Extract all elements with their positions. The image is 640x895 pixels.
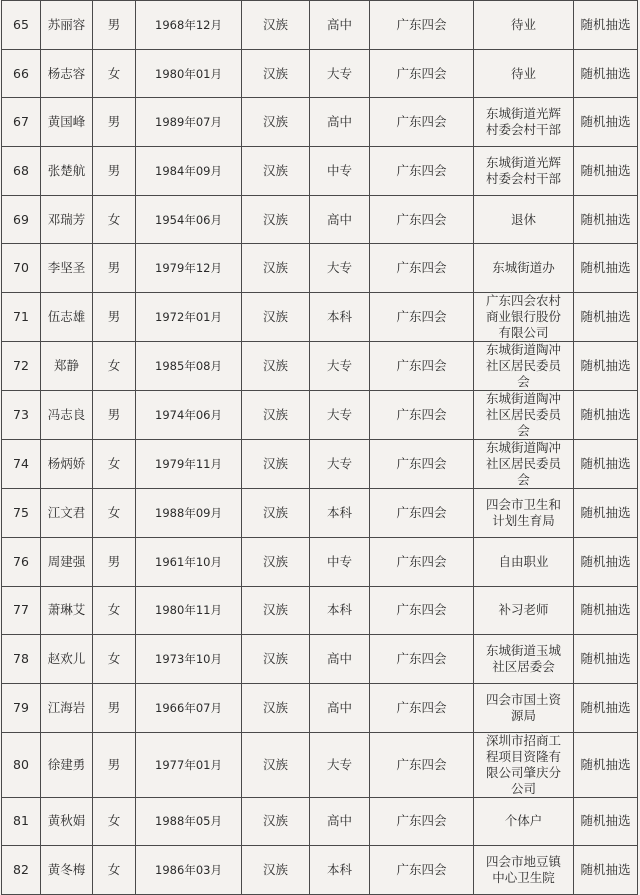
birth-date-cell: 1974年06月 (136, 391, 242, 440)
name-cell: 郑静 (41, 342, 93, 391)
table-row (2, 147, 638, 196)
remark-cell: 随机抽选 (574, 537, 638, 586)
native-place-cell: 广东四会 (370, 537, 474, 586)
name-cell: 伍志雄 (41, 293, 93, 342)
serial-number-cell: 81 (2, 797, 41, 846)
table-row (2, 342, 638, 391)
gender-cell: 男 (93, 391, 136, 440)
native-place-cell: 广东四会 (370, 440, 474, 489)
native-place-cell: 广东四会 (370, 732, 474, 797)
remark-cell: 随机抽选 (574, 49, 638, 98)
work-unit-cell: 东城街道光辉村委会村干部 (474, 147, 574, 196)
birth-date-cell: 1977年01月 (136, 732, 242, 797)
name-cell: 萧琳艾 (41, 586, 93, 635)
gender-cell: 女 (93, 342, 136, 391)
remark-cell: 随机抽选 (574, 683, 638, 732)
serial-number-cell: 67 (2, 98, 41, 147)
work-unit-cell: 东城街道陶冲社区居民委员会 (474, 391, 574, 440)
work-unit-cell: 自由职业 (474, 537, 574, 586)
remark-cell: 随机抽选 (574, 244, 638, 293)
table-row (2, 49, 638, 98)
remark-cell: 随机抽选 (574, 635, 638, 684)
ethnicity-cell: 汉族 (242, 342, 310, 391)
education-cell: 本科 (310, 846, 370, 895)
ethnicity-cell: 汉族 (242, 49, 310, 98)
work-unit-cell: 东城街道光辉村委会村干部 (474, 98, 574, 147)
work-unit-cell: 东城街道办 (474, 244, 574, 293)
personnel-table (1, 0, 638, 895)
table-row (2, 635, 638, 684)
name-cell: 徐建勇 (41, 732, 93, 797)
gender-cell: 男 (93, 732, 136, 797)
native-place-cell: 广东四会 (370, 635, 474, 684)
gender-cell: 男 (93, 147, 136, 196)
remark-cell: 随机抽选 (574, 586, 638, 635)
remark-cell: 随机抽选 (574, 1, 638, 50)
serial-number-cell: 66 (2, 49, 41, 98)
name-cell: 赵欢儿 (41, 635, 93, 684)
gender-cell: 女 (93, 635, 136, 684)
ethnicity-cell: 汉族 (242, 797, 310, 846)
gender-cell: 女 (93, 586, 136, 635)
education-cell: 高中 (310, 635, 370, 684)
serial-number-cell: 77 (2, 586, 41, 635)
birth-date-cell: 1986年03月 (136, 846, 242, 895)
name-cell: 杨炳娇 (41, 440, 93, 489)
serial-number-cell: 80 (2, 732, 41, 797)
education-cell: 高中 (310, 1, 370, 50)
native-place-cell: 广东四会 (370, 147, 474, 196)
ethnicity-cell: 汉族 (242, 195, 310, 244)
remark-cell: 随机抽选 (574, 489, 638, 538)
table-row (2, 244, 638, 293)
native-place-cell: 广东四会 (370, 846, 474, 895)
name-cell: 黄冬梅 (41, 846, 93, 895)
remark-cell: 随机抽选 (574, 440, 638, 489)
table-row (2, 797, 638, 846)
table-row (2, 683, 638, 732)
name-cell: 江海岩 (41, 683, 93, 732)
ethnicity-cell: 汉族 (242, 537, 310, 586)
table-row (2, 195, 638, 244)
work-unit-cell: 深圳市招商工程项目资隆有限公司肇庆分公司 (474, 732, 574, 797)
education-cell: 中专 (310, 537, 370, 586)
work-unit-cell: 东城街道玉城社区居委会 (474, 635, 574, 684)
serial-number-cell: 68 (2, 147, 41, 196)
gender-cell: 男 (93, 537, 136, 586)
native-place-cell: 广东四会 (370, 49, 474, 98)
ethnicity-cell: 汉族 (242, 683, 310, 732)
gender-cell: 女 (93, 797, 136, 846)
name-cell: 黄秋娟 (41, 797, 93, 846)
name-cell: 江文君 (41, 489, 93, 538)
education-cell: 大专 (310, 49, 370, 98)
native-place-cell: 广东四会 (370, 797, 474, 846)
ethnicity-cell: 汉族 (242, 489, 310, 538)
work-unit-cell: 待业 (474, 49, 574, 98)
education-cell: 本科 (310, 586, 370, 635)
table-row (2, 293, 638, 342)
native-place-cell: 广东四会 (370, 342, 474, 391)
serial-number-cell: 75 (2, 489, 41, 538)
native-place-cell: 广东四会 (370, 98, 474, 147)
education-cell: 高中 (310, 98, 370, 147)
name-cell: 邓瑞芳 (41, 195, 93, 244)
education-cell: 高中 (310, 683, 370, 732)
education-cell: 本科 (310, 293, 370, 342)
ethnicity-cell: 汉族 (242, 293, 310, 342)
education-cell: 大专 (310, 732, 370, 797)
remark-cell: 随机抽选 (574, 147, 638, 196)
education-cell: 高中 (310, 195, 370, 244)
birth-date-cell: 1961年10月 (136, 537, 242, 586)
remark-cell: 随机抽选 (574, 342, 638, 391)
ethnicity-cell: 汉族 (242, 244, 310, 293)
name-cell: 周建强 (41, 537, 93, 586)
birth-date-cell: 1988年05月 (136, 797, 242, 846)
ethnicity-cell: 汉族 (242, 391, 310, 440)
ethnicity-cell: 汉族 (242, 440, 310, 489)
remark-cell: 随机抽选 (574, 293, 638, 342)
remark-cell: 随机抽选 (574, 846, 638, 895)
education-cell: 大专 (310, 244, 370, 293)
remark-cell: 随机抽选 (574, 98, 638, 147)
ethnicity-cell: 汉族 (242, 635, 310, 684)
serial-number-cell: 69 (2, 195, 41, 244)
gender-cell: 女 (93, 489, 136, 538)
native-place-cell: 广东四会 (370, 683, 474, 732)
serial-number-cell: 72 (2, 342, 41, 391)
work-unit-cell: 四会市卫生和计划生育局 (474, 489, 574, 538)
native-place-cell: 广东四会 (370, 244, 474, 293)
education-cell: 大专 (310, 342, 370, 391)
work-unit-cell: 四会市国土资源局 (474, 683, 574, 732)
work-unit-cell: 待业 (474, 1, 574, 50)
gender-cell: 男 (93, 98, 136, 147)
birth-date-cell: 1985年08月 (136, 342, 242, 391)
ethnicity-cell: 汉族 (242, 732, 310, 797)
table-row (2, 489, 638, 538)
ethnicity-cell: 汉族 (242, 846, 310, 895)
serial-number-cell: 82 (2, 846, 41, 895)
table-row (2, 98, 638, 147)
gender-cell: 男 (93, 244, 136, 293)
ethnicity-cell: 汉族 (242, 586, 310, 635)
education-cell: 大专 (310, 391, 370, 440)
table-row (2, 846, 638, 895)
gender-cell: 女 (93, 195, 136, 244)
remark-cell: 随机抽选 (574, 391, 638, 440)
education-cell: 大专 (310, 440, 370, 489)
native-place-cell: 广东四会 (370, 489, 474, 538)
work-unit-cell: 个体户 (474, 797, 574, 846)
ethnicity-cell: 汉族 (242, 1, 310, 50)
work-unit-cell: 退休 (474, 195, 574, 244)
ethnicity-cell: 汉族 (242, 147, 310, 196)
name-cell: 黄国峰 (41, 98, 93, 147)
birth-date-cell: 1980年11月 (136, 586, 242, 635)
remark-cell: 随机抽选 (574, 195, 638, 244)
native-place-cell: 广东四会 (370, 195, 474, 244)
table-row (2, 732, 638, 797)
table-row (2, 537, 638, 586)
birth-date-cell: 1972年01月 (136, 293, 242, 342)
serial-number-cell: 76 (2, 537, 41, 586)
serial-number-cell: 78 (2, 635, 41, 684)
table-body (2, 1, 638, 895)
name-cell: 冯志良 (41, 391, 93, 440)
remark-cell: 随机抽选 (574, 732, 638, 797)
work-unit-cell: 广东四会农村商业银行股份有限公司 (474, 293, 574, 342)
gender-cell: 女 (93, 846, 136, 895)
education-cell: 本科 (310, 489, 370, 538)
remark-cell: 随机抽选 (574, 797, 638, 846)
serial-number-cell: 74 (2, 440, 41, 489)
serial-number-cell: 70 (2, 244, 41, 293)
birth-date-cell: 1966年07月 (136, 683, 242, 732)
education-cell: 中专 (310, 147, 370, 196)
name-cell: 李坚圣 (41, 244, 93, 293)
table-row (2, 1, 638, 50)
native-place-cell: 广东四会 (370, 1, 474, 50)
birth-date-cell: 1979年11月 (136, 440, 242, 489)
gender-cell: 男 (93, 683, 136, 732)
serial-number-cell: 65 (2, 1, 41, 50)
gender-cell: 女 (93, 49, 136, 98)
native-place-cell: 广东四会 (370, 391, 474, 440)
birth-date-cell: 1979年12月 (136, 244, 242, 293)
ethnicity-cell: 汉族 (242, 98, 310, 147)
work-unit-cell: 补习老师 (474, 586, 574, 635)
gender-cell: 男 (93, 1, 136, 50)
birth-date-cell: 1968年12月 (136, 1, 242, 50)
name-cell: 张楚航 (41, 147, 93, 196)
work-unit-cell: 东城街道陶冲社区居民委员会 (474, 342, 574, 391)
birth-date-cell: 1980年01月 (136, 49, 242, 98)
native-place-cell: 广东四会 (370, 586, 474, 635)
birth-date-cell: 1989年07月 (136, 98, 242, 147)
gender-cell: 女 (93, 440, 136, 489)
birth-date-cell: 1973年10月 (136, 635, 242, 684)
work-unit-cell: 四会市地豆镇中心卫生院 (474, 846, 574, 895)
name-cell: 苏丽容 (41, 1, 93, 50)
gender-cell: 男 (93, 293, 136, 342)
serial-number-cell: 79 (2, 683, 41, 732)
birth-date-cell: 1988年09月 (136, 489, 242, 538)
table-row (2, 440, 638, 489)
name-cell: 杨志容 (41, 49, 93, 98)
table-row (2, 586, 638, 635)
serial-number-cell: 73 (2, 391, 41, 440)
table-row (2, 391, 638, 440)
birth-date-cell: 1954年06月 (136, 195, 242, 244)
education-cell: 高中 (310, 797, 370, 846)
work-unit-cell: 东城街道陶冲社区居民委员会 (474, 440, 574, 489)
serial-number-cell: 71 (2, 293, 41, 342)
birth-date-cell: 1984年09月 (136, 147, 242, 196)
native-place-cell: 广东四会 (370, 293, 474, 342)
